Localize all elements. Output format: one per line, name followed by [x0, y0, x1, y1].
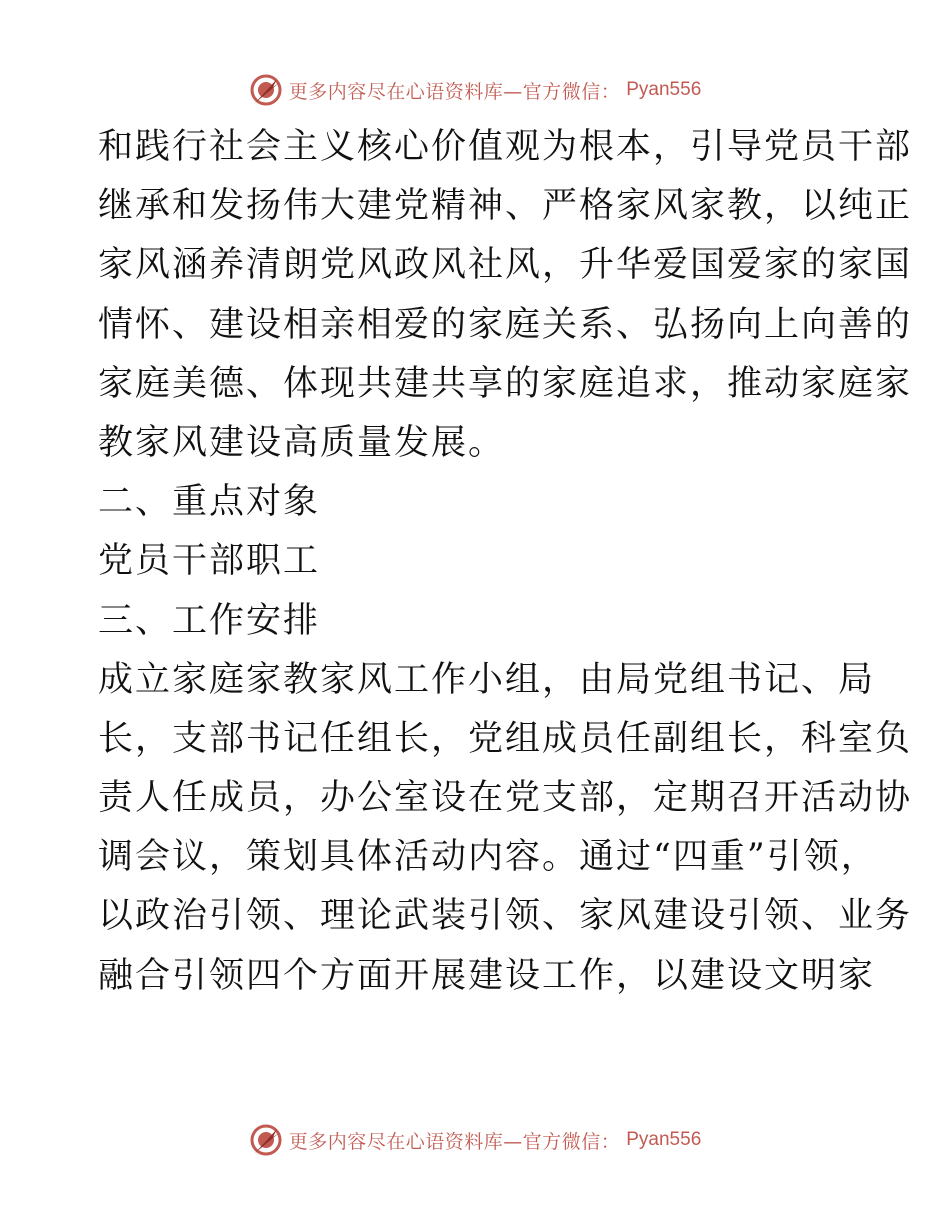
- body-line: 责人任成员，办公室设在党支部，定期召开活动协: [98, 778, 913, 819]
- body-line: 调会议，策划具体活动内容。通过“四重”引领，: [98, 837, 878, 878]
- footer-watermark-banner: [0, 1120, 950, 1160]
- header-watermark-banner: [0, 70, 950, 110]
- quill-circle-logo-icon: [249, 73, 283, 107]
- targets-text: 党员干部职工: [98, 541, 321, 582]
- body-line: 和践行社会主义核心价值观为根本，引导党员干部: [98, 127, 913, 167]
- quill-circle-logo-icon: [249, 1123, 283, 1157]
- body-line: 教家风建设高质量发展。: [98, 422, 506, 463]
- body-line: 融合引领四个方面开展建设工作，以建设文明家: [98, 955, 876, 996]
- body-line: 继承和发扬伟大建党精神、严格家风家教，以纯正: [98, 186, 913, 227]
- footer-banner-id: Pyan556: [626, 1129, 702, 1150]
- body-line: 长，支部书记任组长，党组成员任副组长，科室负: [98, 718, 913, 759]
- header-banner-text: 更多内容尽在心语资料库—官方微信：: [288, 80, 621, 103]
- body-line: 以政治引领、理论武装引领、家风建设引领、业务: [98, 896, 913, 937]
- document-body: [98, 125, 913, 1013]
- body-line: 家风涵养清朗党风政风社风，升华爱国爱家的家国: [98, 245, 913, 286]
- body-line: 家庭美德、体现共建共享的家庭追求，推动家庭家: [98, 363, 913, 404]
- section-heading-key-targets: 二、重点对象: [98, 482, 321, 523]
- header-banner-id: Pyan556: [626, 79, 702, 100]
- section-heading-work-arrangement: 三、工作安排: [98, 600, 321, 641]
- footer-banner-text: 更多内容尽在心语资料库—官方微信：: [288, 1130, 621, 1153]
- body-line: 情怀、建设相亲相爱的家庭关系、弘扬向上向善的: [98, 304, 913, 345]
- body-line: 成立家庭家教家风工作小组，由局党组书记、局: [98, 659, 876, 700]
